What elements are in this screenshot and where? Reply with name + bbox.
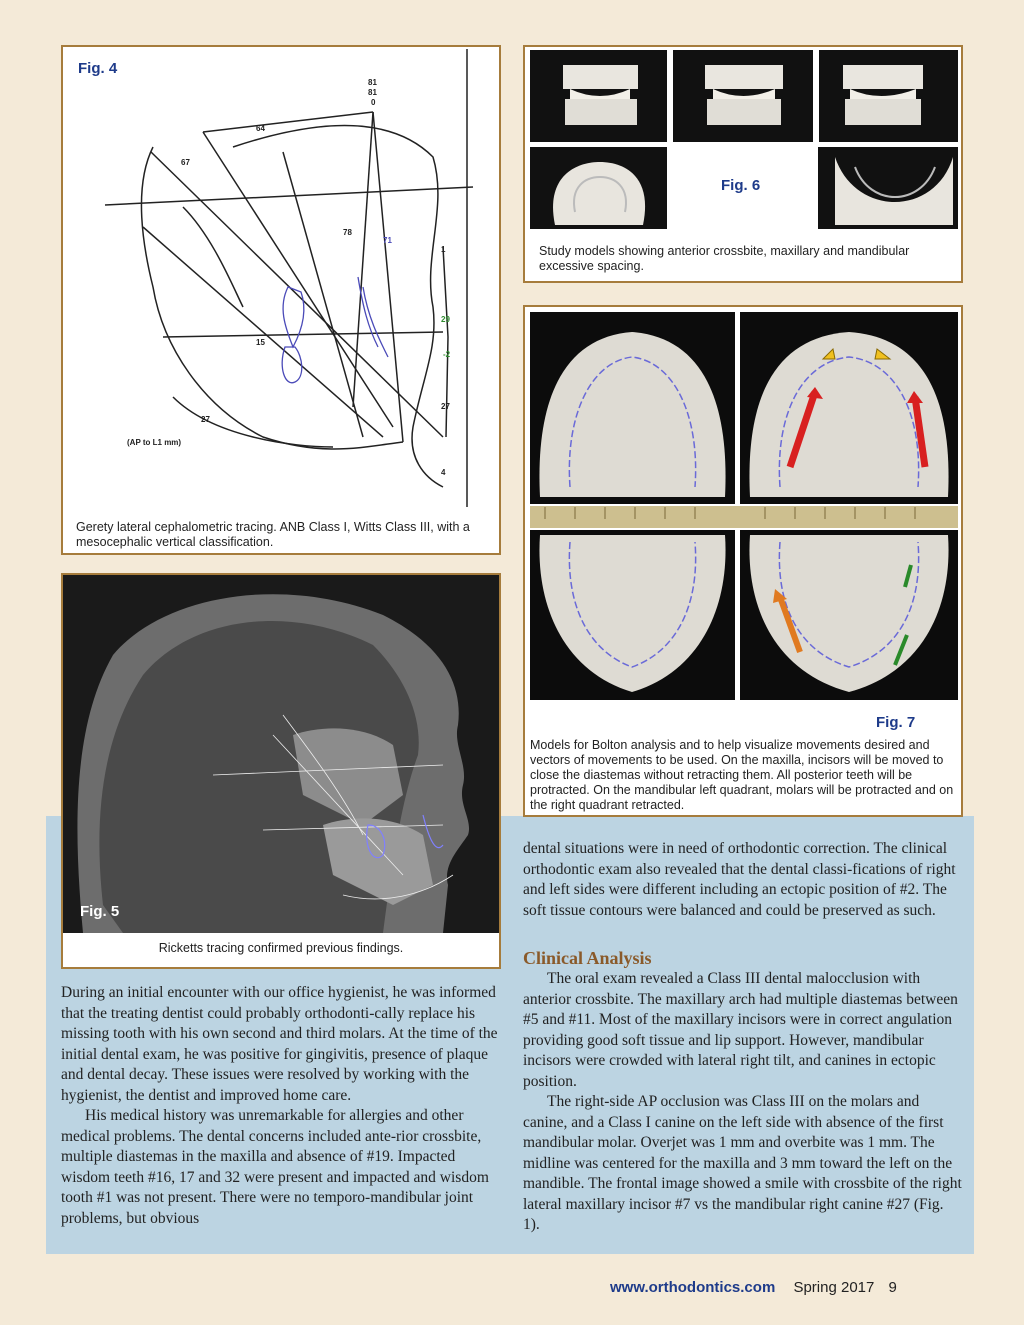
tracing-value: 71 [383, 236, 392, 245]
tracing-value: 67 [181, 158, 190, 167]
figure-4-caption: Gerety lateral cephalometric tracing. ANB Class I, Witts Class III, with a mesocephalic vertical classification. [76, 520, 470, 549]
figure-7-label: Fig. 7 [876, 714, 916, 731]
figure-5 [61, 573, 501, 969]
figure-7-caption: Models for Bolton analysis and to help visualize movements desired and vectors of movements to be used. On the maxilla, incisors will be moved to close the diastemas without retracting them. All posterior teeth will be protracted. On the mandibular left quadrant, molars will be protracted and on the right quadrant retracted. [530, 738, 954, 812]
paragraph: The right-side AP occlusion was Class III on the molars and canine, and a Class I canine on the left side with absence of the first mandibular molar. Overjet was 1 mm and overbite was 1 mm. The midline was centered for the maxilla and 3 mm toward the left on the mandible. The frontal image showed a smile with crossbite of the right lateral maxillary incisor #7 vs the mandibular right canine #27 (Fig. 1). [523, 1093, 962, 1233]
tracing-value: 15 [256, 338, 265, 347]
paragraph: His medical history was unremarkable for allergies and other medical problems. The dental concerns included ante-rior crossbite, multiple diastemas in the maxilla and absence of #19. Impacted wisdom teeth #16, 17 and 32 were present and impacted and wisdom tooth #1 was not present. There were no temporo-mandibular joint problems, but obvious [61, 1107, 489, 1227]
right-column-intro [523, 839, 963, 921]
tracing-value: 78 [343, 228, 352, 237]
figure-5-label: Fig. 5 [80, 903, 120, 920]
figure-7 [523, 305, 963, 817]
study-models-photo [525, 47, 961, 232]
clinical-analysis-heading: Clinical Analysis [523, 948, 652, 968]
tracing-value: 27 [441, 402, 450, 411]
tracing-value: 64 [256, 124, 265, 133]
tracing-value: 4 [441, 468, 446, 477]
figure-5-caption: Ricketts tracing confirmed previous findings. [158, 941, 404, 955]
tracing-value: 0 [371, 98, 376, 107]
footer-issue: Spring 2017 [793, 1279, 875, 1296]
tracing-note: (AP to L1 mm) [127, 438, 182, 447]
figure-6 [523, 45, 963, 283]
tracing-value: 27 [201, 415, 210, 424]
tracing-value: 81 [368, 88, 377, 97]
right-column-text [523, 969, 963, 1236]
bolton-analysis-models [525, 307, 961, 702]
figure-4-label: Fig. 4 [78, 60, 118, 77]
paragraph: dental situations were in need of orthodontic correction. The clinical orthodontic exam also revealed that the dental classi-fications of right and left sides were different including an ectopic position of #2. The soft tissue contours were balanced and could be preserved as such. [523, 840, 956, 919]
footer-url[interactable]: www.orthodontics.com [610, 1279, 776, 1296]
ricketts-xray-tracing [63, 575, 499, 933]
tracing-value: 29 [441, 315, 450, 324]
cephalometric-tracing [63, 47, 499, 507]
paragraph: The oral exam revealed a Class III dental malocclusion with anterior crossbite. The maxillary arch had multiple diastemas between #5 and #11. Most of the maxillary incisors were in correct angulation providing good soft tissue and lip support. However, mandibular incisors were crowded with lateral right tilt, and canines in ectopic position. [523, 970, 958, 1090]
left-column-text [61, 983, 501, 1229]
paragraph: During an initial encounter with our office hygienist, he was informed that the treating dentist could probably orthodonti-cally replace his missing tooth with his own second and third molars. At the time of the initial dental exam, he was positive for gingivitis, presence of plaque and dental decay. These issues were resolved by working with the hygienist, the dentist and improved home care. [61, 984, 498, 1104]
figure-4 [61, 45, 501, 555]
figure-6-caption: Study models showing anterior crossbite, maxillary and mandibular excessive spacing. [539, 244, 910, 273]
tracing-value: 81 [368, 78, 377, 87]
tracing-value: 1 [441, 245, 446, 254]
figure-6-label: Fig. 6 [721, 177, 761, 194]
page-number: 9 [888, 1279, 897, 1296]
footer [610, 1279, 897, 1296]
tracing-value: -2 [443, 350, 451, 359]
